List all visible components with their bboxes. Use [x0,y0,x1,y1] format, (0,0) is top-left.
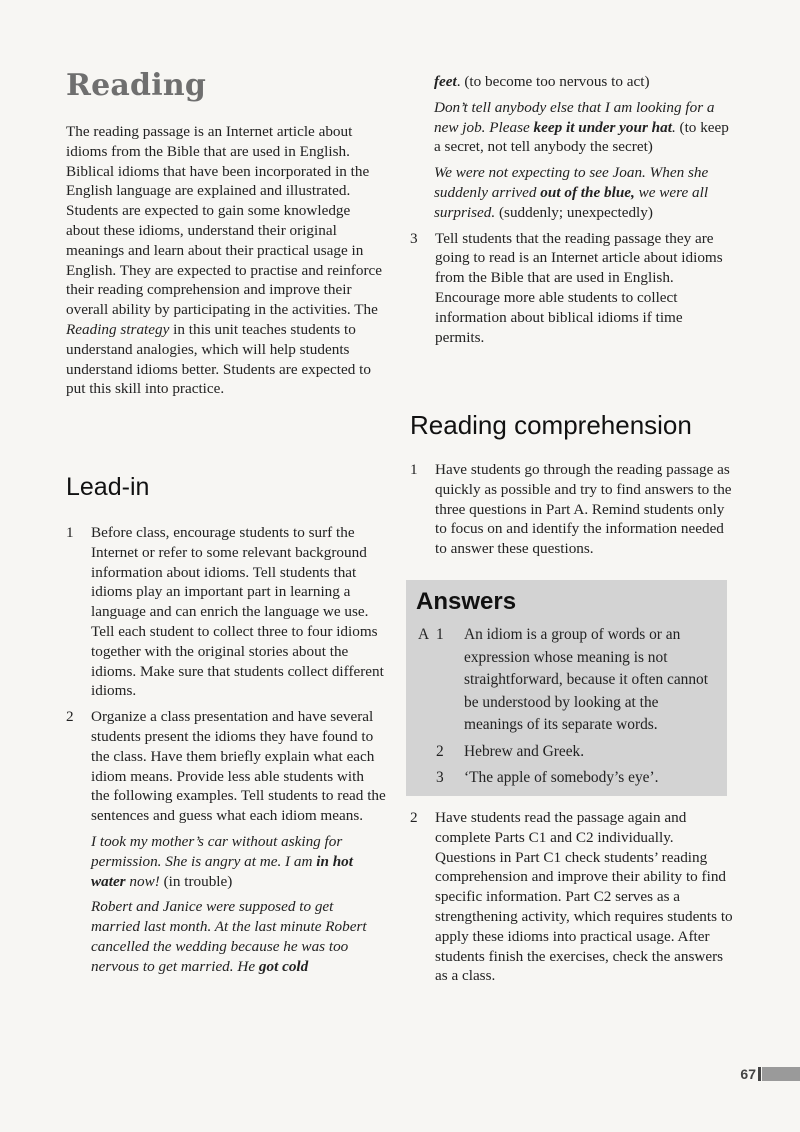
answers-box [406,580,727,796]
example-idiom: in hot water [91,852,353,890]
example-sentence-end: now! [125,872,160,890]
example-sentence-end: we were all surprised. [434,183,709,221]
list-item-text: Tell students that the reading passage they are going to read is an Internet article about idioms from the Bible that are used in English. Encourage more able students to collect information about biblical idioms if time permits. [435,229,723,346]
leadin-list [66,523,386,977]
answers-title: Answers [416,588,517,615]
example-gloss: . (to become too nervous to act) [456,73,650,90]
answer-number: 1 [436,626,444,643]
intro-text-start: The reading passage is an Internet article about idioms from the Bible that are used in English. Biblical idioms that have been incorporated in the English language are explained and illustrated. Students are expected to gain some knowledge about these idioms, understand their original meanings and learn about their practical usage in English. They are expected to practise and reinforce their reading comprehension and improve their overall ability by participating in the activities. The [66,123,382,319]
example-idiom: keep it under your hat [533,118,672,136]
answers-list [418,624,718,790]
page-number-divider [758,1067,761,1081]
example-gloss: (suddenly; unexpectedly) [495,203,653,221]
list-number: 1 [410,461,418,478]
reading-intro-paragraph [66,122,386,399]
comprehension-list-1 [410,460,735,559]
idiom-example-4 [410,163,735,222]
example-sentence-end: . [671,118,676,136]
leadin-item-3 [410,229,735,348]
intro-italic-term: Reading strategy [66,320,170,338]
example-gloss: (to keep a secret, not tell anybody the secret) [434,118,729,156]
comprehension-list-2 [410,808,735,986]
leadin-item-1 [66,523,386,701]
example-idiom: out of the blue, [540,183,635,201]
answer-text: ‘The apple of somebody’s eye’. [464,769,659,786]
example-sentence: I took my mother’s car without asking for permission. She is angry at me. I am [91,832,343,870]
section-heading-leadin: Lead-in [66,473,150,501]
example-sentence: Robert and Janice were supposed to get married last month. At the last minute Robert cancelled the wedding because he was too nervous to get married. He [91,898,367,975]
intro-text-end: in this unit teaches students to understand analogies, which will help students understand idioms better. Students are expected to put this skill into practice. [66,320,371,398]
answer-number: 2 [436,742,444,760]
list-item-text: Have students go through the reading passage as quickly as possible and try to find answers to the three questions in Part A. Remind students only to focus on and identify the information needed to answer these questions. [435,461,732,558]
answer-item [418,624,718,737]
page-number: 67 [740,1066,756,1082]
idiom-example-1 [91,832,386,891]
example-idiom: got cold [258,957,309,975]
idiom-example-2-continued [410,72,735,92]
section-heading-reading: Reading [66,68,207,103]
leadin-continued [410,72,735,347]
comprehension-item-2 [410,808,735,986]
list-item-text: Have students read the passage again and complete Parts C1 and C2 individually. Questions in Part C1 check students’ reading comprehension and improve their ability to find specific information. Part C2 serves as a strengthening activity, which requires students to apply these idioms into practical usage. After students finish the exercises, check the answers as a class. [435,809,733,985]
leadin-item-2 [66,707,386,976]
example-sentence: Don’t tell anybody else that I am looking for a new job. Please [434,98,715,136]
idiom-example-3 [410,98,735,157]
answer-text: An idiom is a group of words or an expression whose meaning is not straightforward, because it often cannot be understood by looking at the meanings of its separate words. [464,626,709,733]
example-idiom: feet [434,73,457,90]
idiom-example-2 [91,897,386,976]
list-number: 2 [66,708,74,726]
example-sentence: We were not expecting to see Joan. When she suddenly arrived [434,164,709,201]
answer-text: Hebrew and Greek. [464,742,585,760]
example-gloss: (in trouble) [159,872,233,890]
list-number: 3 [410,229,418,247]
comprehension-item-1 [410,460,735,559]
section-heading-reading-comprehension: Reading comprehension [410,410,692,440]
answer-item [418,741,718,764]
list-item-text: Organize a class presentation and have several students present the idioms they have found to the class. Have them briefly explain what each idiom means. Provide less able students with the following examples. Tell students to read the sentences and guess what each idiom means. [91,708,386,825]
list-item-text: Before class, encourage students to surf the Internet or refer to some relevant background information about idioms. Tell students that idioms play an important part in learning a language and can enrich the language we use. Tell each student to collect three to four idioms together with the original stories about the idioms. Make sure that students collect different idioms. [91,524,384,700]
answer-number: 3 [436,769,444,786]
answer-part-letter: A [418,626,430,643]
list-number: 1 [66,524,74,541]
answer-item [418,767,718,790]
list-number: 2 [410,809,418,826]
page-number-bar [762,1067,800,1081]
